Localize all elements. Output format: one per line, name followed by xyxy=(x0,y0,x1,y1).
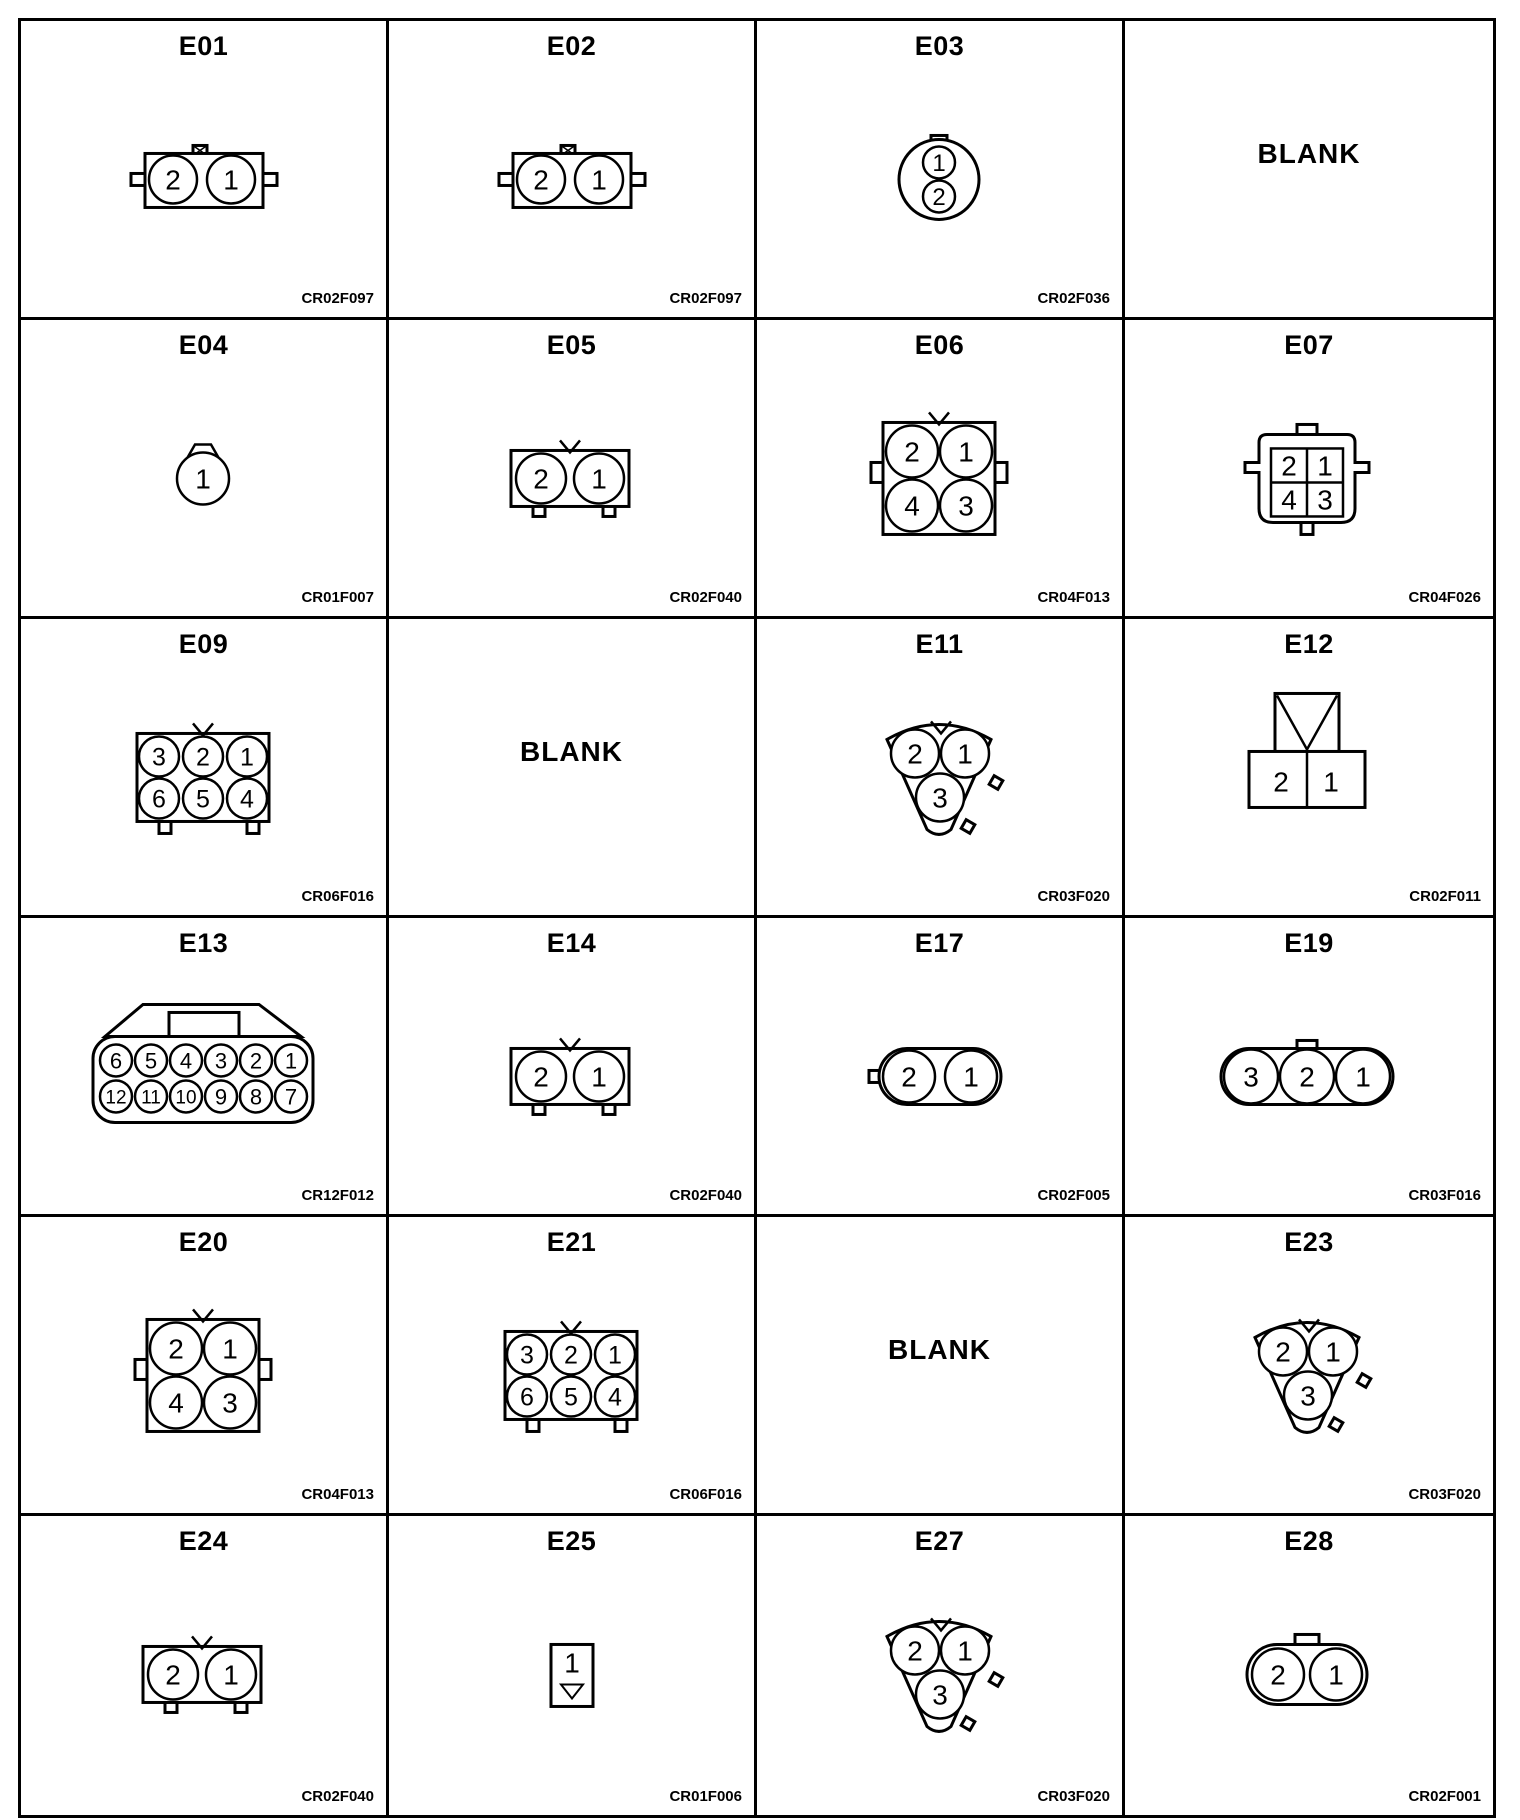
pin-2 xyxy=(923,180,955,212)
connector-drawing xyxy=(551,1644,593,1706)
connector-cell-e25 xyxy=(389,1516,757,1815)
connector-cell-e04 xyxy=(21,320,389,619)
pin-number: 2 xyxy=(907,1635,923,1667)
pin-number: 2 xyxy=(165,164,181,196)
connector-id: E11 xyxy=(915,629,964,659)
pin-number: 2 xyxy=(1299,1061,1315,1093)
pin-number: 3 xyxy=(932,1679,948,1711)
pin-number: 6 xyxy=(152,785,166,814)
connector-diagram xyxy=(21,619,386,915)
part-code: CR03F020 xyxy=(1037,1788,1110,1805)
pin-3 xyxy=(139,736,179,776)
pin-number: 3 xyxy=(1317,484,1333,516)
pin-2 xyxy=(886,425,938,477)
connector-cell-e03 xyxy=(757,21,1125,320)
connector-drawing xyxy=(135,1309,271,1431)
connector-id: E23 xyxy=(1284,1227,1334,1257)
pin-1 xyxy=(940,425,992,477)
pin-number: 1 xyxy=(591,463,607,495)
pin-1 xyxy=(945,1050,997,1102)
connector-cell-e07 xyxy=(1125,320,1493,619)
side-tab xyxy=(131,173,145,185)
pin-4 xyxy=(595,1376,635,1416)
pin-number: 3 xyxy=(1300,1380,1316,1412)
blank-label: BLANK xyxy=(1257,138,1361,170)
pin-number: 6 xyxy=(109,1048,123,1074)
pin-1 xyxy=(1310,1648,1362,1700)
pin-number: 3 xyxy=(214,1048,228,1074)
pin-1 xyxy=(227,736,267,776)
pin-1 xyxy=(207,155,255,203)
pin-number: 1 xyxy=(240,743,254,772)
bottom-tab xyxy=(159,821,171,833)
connector-cell-e20 xyxy=(21,1217,389,1516)
bottom-tab xyxy=(615,1419,627,1431)
pin-number: 4 xyxy=(904,490,920,522)
connector-cell-e05 xyxy=(389,320,757,619)
pin-number: 2 xyxy=(1270,1659,1286,1691)
pin-3 xyxy=(204,1376,256,1428)
connector-cell-e01 xyxy=(21,21,389,320)
pin-6 xyxy=(100,1044,132,1076)
pin-number: 12 xyxy=(105,1087,127,1109)
part-code: CR01F007 xyxy=(301,589,374,606)
part-code: CR02F011 xyxy=(1409,888,1481,905)
connector-drawing xyxy=(869,1048,1001,1104)
pin-2 xyxy=(150,1322,202,1374)
part-code: CR02F040 xyxy=(669,1187,742,1204)
connector-id: E13 xyxy=(178,928,229,958)
connector-diagram xyxy=(389,918,754,1214)
connector-drawing xyxy=(1245,424,1369,534)
pin-number: 2 xyxy=(904,436,920,468)
latch-housing xyxy=(1275,693,1339,751)
connector-id: E02 xyxy=(546,31,597,61)
pin-9 xyxy=(205,1080,237,1112)
pin-number: 11 xyxy=(141,1087,161,1109)
connector-cell-e09 xyxy=(21,619,389,918)
part-code: CR02F036 xyxy=(1037,290,1110,307)
connector-diagram xyxy=(21,320,386,616)
blank-cell xyxy=(757,1217,1125,1516)
connector-id: E25 xyxy=(546,1526,597,1556)
pin-3 xyxy=(1224,1049,1278,1103)
connector-diagram xyxy=(21,1516,386,1815)
pin-3 xyxy=(205,1044,237,1076)
pin-2 xyxy=(551,1334,591,1374)
pin-number: 3 xyxy=(958,490,974,522)
connector-id: E03 xyxy=(914,31,965,61)
side-tab xyxy=(259,1359,271,1379)
blank-cell xyxy=(389,619,757,918)
pin-1 xyxy=(177,452,229,504)
pin-3 xyxy=(1284,1371,1332,1419)
part-code: CR04F013 xyxy=(301,1486,374,1503)
connector-drawing xyxy=(1247,1634,1367,1704)
connector-drawing xyxy=(143,1636,261,1712)
part-code: CR06F016 xyxy=(301,888,374,905)
pin-number: 3 xyxy=(152,743,166,772)
connector-diagram xyxy=(757,1516,1122,1815)
pin-12 xyxy=(100,1080,132,1112)
part-code: CR04F026 xyxy=(1408,589,1481,606)
part-code: CR03F020 xyxy=(1408,1486,1481,1503)
side-tab xyxy=(961,1717,975,1731)
side-tab xyxy=(1329,1418,1343,1432)
bottom-tab xyxy=(247,821,259,833)
pin-number: 2 xyxy=(533,164,549,196)
part-code: CR04F013 xyxy=(1037,589,1110,606)
pin-number: 3 xyxy=(1243,1061,1259,1093)
connector-diagram xyxy=(21,918,386,1214)
connector-drawing xyxy=(1221,1040,1393,1104)
pin-1 xyxy=(1309,1327,1357,1375)
connector-id: E27 xyxy=(914,1526,965,1556)
connector-drawing xyxy=(1249,693,1365,807)
pin-4 xyxy=(170,1044,202,1076)
pin-number: 1 xyxy=(591,1061,607,1093)
pin-1 xyxy=(595,1334,635,1374)
pin-number: 5 xyxy=(564,1383,578,1412)
blank-label: BLANK xyxy=(888,1334,991,1366)
pin-1 xyxy=(1336,1049,1390,1103)
pin-number: 1 xyxy=(1323,766,1339,798)
side-tab xyxy=(1357,1374,1371,1388)
connector-cell-e24 xyxy=(21,1516,389,1815)
connector-id: E05 xyxy=(546,330,597,360)
pin-number: 1 xyxy=(957,1635,973,1667)
side-tab xyxy=(135,1359,147,1379)
pin-1 xyxy=(574,1051,624,1101)
connector-cell-e28 xyxy=(1125,1516,1493,1815)
side-tab xyxy=(499,173,513,185)
connector-diagram xyxy=(1125,1516,1493,1815)
pin-number: 1 xyxy=(1317,450,1333,482)
part-code: CR02F040 xyxy=(301,1788,374,1805)
connector-cell-e06 xyxy=(757,320,1125,619)
connector-cell-e21 xyxy=(389,1217,757,1516)
connector-drawing xyxy=(1255,1319,1371,1432)
connector-id: E12 xyxy=(1284,629,1334,659)
pin-6 xyxy=(507,1376,547,1416)
pin-number: 1 xyxy=(1328,1659,1344,1691)
pin-number: 1 xyxy=(958,436,974,468)
pin-3 xyxy=(916,773,964,821)
connector-cell-e11 xyxy=(757,619,1125,918)
pin-number: 2 xyxy=(907,738,923,770)
connector-diagram xyxy=(389,1516,754,1815)
pin-number: 1 xyxy=(957,738,973,770)
part-code: CR12F012 xyxy=(301,1187,374,1204)
connector-id: E19 xyxy=(1284,928,1334,958)
part-code: CR03F016 xyxy=(1408,1187,1481,1204)
connector-id: E24 xyxy=(178,1526,229,1556)
connector-id: E28 xyxy=(1284,1526,1334,1556)
connector-id: E07 xyxy=(1284,330,1334,360)
connector-cell-e13 xyxy=(21,918,389,1217)
connector-cell-e23 xyxy=(1125,1217,1493,1516)
connector-id: E17 xyxy=(914,928,965,958)
connector-diagram xyxy=(389,1217,754,1513)
connector-drawing xyxy=(511,440,629,516)
pin-3 xyxy=(507,1334,547,1374)
connector-drawing xyxy=(131,145,277,207)
latch-window xyxy=(169,1012,239,1038)
pin-number: 5 xyxy=(144,1048,158,1074)
blank-label: BLANK xyxy=(520,736,623,768)
pin-number: 8 xyxy=(249,1084,263,1110)
connector-diagram xyxy=(1125,619,1493,915)
connector-drawing xyxy=(499,145,645,207)
connector-drawing xyxy=(511,1038,629,1114)
pin-number: 4 xyxy=(608,1383,622,1412)
pin-number: 10 xyxy=(175,1087,197,1109)
connector-diagram xyxy=(1125,918,1493,1214)
side-tab xyxy=(989,776,1003,790)
pin-number: 3 xyxy=(222,1387,238,1419)
pin-number: 2 xyxy=(564,1341,578,1370)
pin-2 xyxy=(516,1051,566,1101)
pin-4 xyxy=(227,778,267,818)
connector-cell-e12 xyxy=(1125,619,1493,918)
pin-number: 1 xyxy=(608,1341,622,1370)
bottom-tab xyxy=(527,1419,539,1431)
side-tab xyxy=(871,462,883,482)
pin-2 xyxy=(883,1050,935,1102)
pin-1 xyxy=(941,1626,989,1674)
pin-number: 7 xyxy=(284,1084,298,1110)
connector-cell-e02 xyxy=(389,21,757,320)
part-code: CR02F005 xyxy=(1037,1187,1110,1204)
pin-2 xyxy=(1259,1327,1307,1375)
pin-number: 2 xyxy=(249,1048,263,1074)
part-code: CR02F001 xyxy=(1408,1788,1481,1805)
pin-2 xyxy=(183,736,223,776)
connector-diagram xyxy=(757,918,1122,1214)
pin-5 xyxy=(551,1376,591,1416)
connector-id: E14 xyxy=(546,928,597,958)
connector-id: E21 xyxy=(546,1227,597,1257)
pin-number: 4 xyxy=(179,1048,193,1074)
pin-2 xyxy=(517,155,565,203)
pin-7 xyxy=(275,1080,307,1112)
pin-number: 2 xyxy=(901,1061,917,1093)
connector-drawing xyxy=(137,723,269,833)
part-code: CR03F020 xyxy=(1037,888,1110,905)
connector-drawing xyxy=(177,444,229,504)
bottom-tab xyxy=(1301,522,1313,534)
part-code: CR02F040 xyxy=(669,589,742,606)
pin-number: 3 xyxy=(932,782,948,814)
pin-number: 4 xyxy=(168,1387,184,1419)
pin-2 xyxy=(891,729,939,777)
pin-2 xyxy=(149,155,197,203)
pin-6 xyxy=(139,778,179,818)
pin-number: 2 xyxy=(932,184,946,212)
latch-tab xyxy=(1295,1634,1319,1644)
blank-cell xyxy=(1125,21,1493,320)
connector-diagram xyxy=(1125,1217,1493,1513)
pin-2 xyxy=(516,453,566,503)
pin-number: 1 xyxy=(591,164,607,196)
pin-2 xyxy=(240,1044,272,1076)
connector-diagram xyxy=(21,21,386,317)
pin-number: 1 xyxy=(222,1333,238,1365)
connector-diagram xyxy=(1125,320,1493,616)
connector-id: E04 xyxy=(178,330,229,360)
pin-number: 2 xyxy=(1273,766,1289,798)
pin-8 xyxy=(240,1080,272,1112)
pin-10 xyxy=(170,1080,202,1112)
pin-1 xyxy=(204,1322,256,1374)
connector-drawing xyxy=(505,1321,637,1431)
connector-id: E01 xyxy=(178,31,229,61)
pin-number: 9 xyxy=(214,1084,228,1110)
part-code: CR02F097 xyxy=(301,290,374,307)
pin-1 xyxy=(275,1044,307,1076)
side-tab xyxy=(961,820,975,834)
pin-number: 3 xyxy=(520,1341,534,1370)
connector-drawing xyxy=(899,135,979,219)
pin-number: 1 xyxy=(195,463,211,495)
pin-number: 2 xyxy=(533,1061,549,1093)
part-code: CR01F006 xyxy=(669,1788,742,1805)
pin-1 xyxy=(575,155,623,203)
pin-number: 1 xyxy=(1355,1061,1371,1093)
pin-4 xyxy=(886,479,938,531)
pin-5 xyxy=(183,778,223,818)
connector-drawing xyxy=(93,1004,313,1122)
pin-number: 2 xyxy=(533,463,549,495)
part-code: CR02F097 xyxy=(669,290,742,307)
pin-2 xyxy=(891,1626,939,1674)
connector-diagram xyxy=(757,21,1122,317)
pin-number: 2 xyxy=(1281,450,1297,482)
connector-drawing xyxy=(871,412,1007,534)
pin-number: 2 xyxy=(168,1333,184,1365)
pin-2 xyxy=(1280,1049,1334,1103)
connector-id: E06 xyxy=(914,330,965,360)
pin-number: 2 xyxy=(1275,1336,1291,1368)
pin-1 xyxy=(574,453,624,503)
pin-number: 1 xyxy=(223,1659,239,1691)
connector-diagram xyxy=(389,21,754,317)
connector-diagram xyxy=(757,320,1122,616)
connector-drawing xyxy=(887,721,1003,834)
pin-number: 1 xyxy=(284,1048,298,1074)
connector-id: E09 xyxy=(178,629,229,659)
part-code: CR06F016 xyxy=(669,1486,742,1503)
pin-4 xyxy=(150,1376,202,1428)
pin-2 xyxy=(1252,1648,1304,1700)
pin-5 xyxy=(135,1044,167,1076)
connector-diagram xyxy=(757,619,1122,915)
connector-cell-e27 xyxy=(757,1516,1125,1815)
side-tab xyxy=(263,173,277,185)
pin-number: 1 xyxy=(223,164,239,196)
pin-number: 1 xyxy=(963,1061,979,1093)
connector-id: E20 xyxy=(178,1227,229,1257)
pin-1 xyxy=(923,146,955,178)
pin-1 xyxy=(206,1649,256,1699)
connector-drawing xyxy=(887,1618,1003,1731)
pin-number: 1 xyxy=(1325,1336,1341,1368)
pin-number: 2 xyxy=(196,743,210,772)
connector-cell-e14 xyxy=(389,918,757,1217)
pin-number: 1 xyxy=(564,1647,580,1679)
pin-2 xyxy=(148,1649,198,1699)
pin-number: 2 xyxy=(165,1659,181,1691)
side-tab xyxy=(995,462,1007,482)
connector-diagram xyxy=(389,320,754,616)
pin-number: 4 xyxy=(240,785,254,814)
connector-sheet xyxy=(18,18,1496,1818)
side-tab xyxy=(631,173,645,185)
pin-number: 5 xyxy=(196,785,210,814)
pin-number: 1 xyxy=(932,150,946,178)
pin-number: 6 xyxy=(520,1383,534,1412)
pin-3 xyxy=(916,1670,964,1718)
pin-11 xyxy=(135,1080,167,1112)
side-tab xyxy=(989,1673,1003,1687)
pin-1 xyxy=(941,729,989,777)
pin-3 xyxy=(940,479,992,531)
connector-cell-e19 xyxy=(1125,918,1493,1217)
connector-cell-e17 xyxy=(757,918,1125,1217)
connector-diagram xyxy=(21,1217,386,1513)
pin-number: 4 xyxy=(1281,484,1297,516)
